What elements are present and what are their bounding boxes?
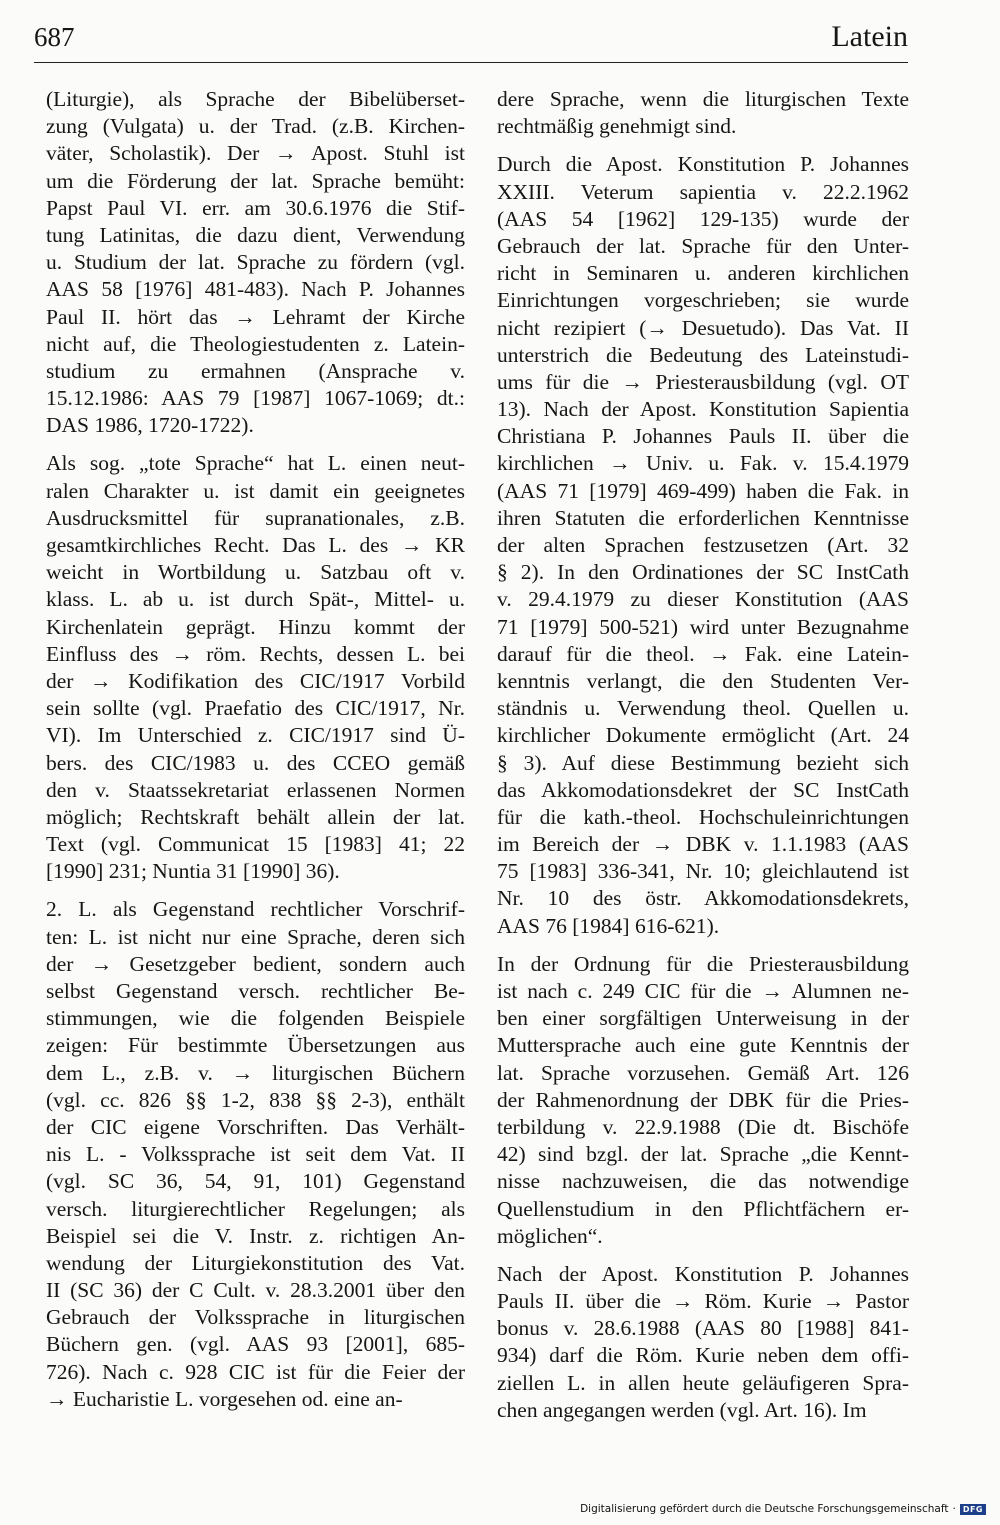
text-line: rechtmäßig genehmigt sind. (497, 114, 737, 139)
right-column (497, 86, 926, 1435)
running-title: Latein (831, 20, 908, 53)
text-line: Text (vgl. Communicat 15 [1983] 41; 22 (46, 832, 465, 857)
text-line: (vgl. SC 36, 54, 91, 101) Gegenstand (46, 1169, 465, 1194)
text-line: sein sollte (vgl. Praefatio des CIC/1917, Nr. (46, 696, 465, 721)
text-line: § 2). In den Ordinationes der SC InstCath (497, 560, 909, 585)
text-line: II (SC 36) der C Cult. v. 28.3.2001 über den (46, 1278, 465, 1303)
text-line: Gebrauch der Volkssprache in liturgischen (46, 1305, 465, 1330)
text-line: Büchern gen. (vgl. AAS 93 [2001], 685- (46, 1332, 465, 1357)
text-line: 934) darf die Röm. Kurie neben dem offi- (497, 1343, 909, 1368)
text-line: kirchlichen → Univ. u. Fak. v. 15.4.1979 (497, 451, 909, 476)
text-line: 13). Nach der Apost. Konstitution Sapientia (497, 397, 909, 422)
text-line: ziellen L. in allen heute geläufigeren Spra- (497, 1370, 909, 1395)
text-line: kenntnis verlangt, die den Studenten Ver- (497, 668, 909, 693)
text-line: XXIII. Veterum sapientia v. 22.2.1962 (497, 179, 909, 204)
text-line: richt in Seminaren u. anderen kirchlichen (497, 261, 909, 286)
text-line: nicht rezipiert (→ Desuetudo). Das Vat. II (497, 315, 909, 340)
text-line: ist nach c. 249 CIC für die → Alumnen ne- (497, 979, 909, 1003)
text-line: Quellenstudium in den Pflichtfächern er- (497, 1196, 909, 1221)
text-line: AAS 76 [1984] 616-621). (497, 913, 720, 938)
text-line: 726). Nach c. 928 CIC ist für die Feier der (46, 1359, 465, 1384)
text-line: selbst Gegenstand versch. rechtlicher Be- (46, 979, 465, 1003)
text-line: bonus v. 28.6.1988 (AAS 80 [1988] 841- (497, 1316, 909, 1341)
page-number: 687 (34, 22, 75, 52)
paragraph (46, 450, 475, 885)
text-line: tung Latinitas, die dazu dient, Verwendung (46, 222, 465, 247)
text-line: der Rahmenordnung der DBK für die Pries- (497, 1087, 909, 1112)
text-line: möglichen“. (497, 1223, 603, 1248)
text-line: stimmungen, wie die folgenden Beispiele (46, 1006, 465, 1031)
paragraph (497, 151, 926, 939)
paragraph (497, 1261, 926, 1424)
text-line: zung (Vulgata) u. der Trad. (z.B. Kirchen- (46, 114, 465, 139)
text-line: im Bereich der → DBK v. 1.1.1983 (AAS (497, 832, 909, 857)
text-line: wendung der Liturgiekonstitution des Vat. (46, 1250, 465, 1275)
text-line: zeigen: Für bestimmte Übersetzungen aus (46, 1033, 465, 1058)
text-line: Einrichtungen vorgeschrieben; sie wurde (497, 288, 909, 313)
text-line: den v. Staatssekretariat erlassenen Normen (46, 777, 465, 802)
text-line: 42) sind bzgl. der lat. Sprache „die Kennt- (497, 1142, 909, 1167)
text-line: klass. L. ab u. ist durch Spät-, Mittel- u. (46, 587, 465, 612)
text-line: ums für die → Priesterausbildung (vgl. OT (497, 369, 909, 394)
text-line: Kirchenlatein geprägt. Hinzu kommt der (46, 614, 465, 639)
text-line: ralen Charakter u. ist damit ein geeignetes (46, 478, 465, 503)
text-line: Nr. 10 des östr. Akkomodationsdekrets, (497, 886, 909, 911)
text-line: Paul II. hört das → Lehramt der Kirche (46, 304, 465, 329)
text-line: (vgl. cc. 826 §§ 1-2, 838 §§ 2-3), enthält (46, 1087, 465, 1112)
paragraph (497, 951, 926, 1250)
header-rule (34, 62, 908, 63)
dfg-logo: DFG (960, 1504, 986, 1515)
text-line: v. 29.4.1979 zu dieser Konstitution (AAS (497, 587, 909, 612)
text-line: der CIC eigene Vorschriften. Das Verhält- (46, 1114, 465, 1139)
text-line: (Liturgie), als Sprache der Bibelüberset- (46, 87, 465, 111)
text-line: § 3). Auf diese Bestimmung bezieht sich (497, 750, 909, 775)
text-line: [1990] 231; Nuntia 31 [1990] 36). (46, 859, 340, 884)
text-line: Als sog. „tote Sprache“ hat L. einen neut- (46, 451, 465, 476)
text-line: darauf für die theol. → Fak. eine Latein- (497, 641, 909, 666)
text-line: 75 [1983] 336-341, Nr. 10; gleichlautend ist (497, 859, 909, 884)
text-line: Nach der Apost. Konstitution P. Johannes (497, 1261, 909, 1286)
text-line: gesamtkirchliches Recht. Das L. des → KR (46, 533, 465, 557)
text-line: 2. L. als Gegenstand rechtlicher Vorschrif- (46, 897, 465, 922)
text-line: (AAS 54 [1962] 129-135) wurde der (497, 206, 909, 231)
text-line: (AAS 71 [1979] 469-499) haben die Fak. in (497, 478, 909, 503)
text-line: lat. Sprache vorzusehen. Gemäß Art. 126 (497, 1060, 909, 1085)
text-line: Ausdrucksmittel für supranationales, z.B. (46, 505, 465, 530)
text-line: ben einer sorgfältigen Unterweisung in der (497, 1006, 909, 1031)
text-line: chen angegangen werden (vgl. Art. 16). Im (497, 1397, 867, 1422)
text-line: Durch die Apost. Konstitution P. Johannes (497, 152, 909, 177)
text-line: dem L., z.B. v. → liturgischen Büchern (46, 1060, 465, 1085)
text-line: unterstrich die Bedeutung des Lateinstudi- (497, 342, 909, 367)
text-line: kirchlicher Dokumente ermöglicht (Art. 24 (497, 723, 909, 748)
text-line: Gebrauch der lat. Sprache für den Unter- (497, 233, 909, 258)
text-line: nicht auf, die Theologiestudenten z. Latein- (46, 331, 465, 356)
text-line: DAS 1986, 1720-1722). (46, 413, 254, 438)
text-line: Pauls II. über die → Röm. Kurie → Pastor (497, 1289, 909, 1314)
text-line: Beispiel sei die V. Instr. z. richtigen An- (46, 1223, 465, 1248)
text-line: der alten Sprachen festzusetzen (Art. 32 (497, 533, 909, 557)
text-line: In der Ordnung für die Priesterausbildung (497, 951, 909, 976)
text-line: um die Förderung der lat. Sprache bemüht: (46, 168, 465, 193)
text-line: nis L. - Volkssprache ist seit dem Vat. II (46, 1142, 465, 1167)
text-line: 71 [1979] 500-521) wird unter Bezugnahme (497, 614, 909, 639)
text-line: der → Gesetzgeber bedient, sondern auch (46, 951, 465, 976)
text-line: Papst Paul VI. err. am 30.6.1976 die Stif- (46, 195, 465, 220)
text-line: u. Studium der lat. Sprache zu fördern (vgl. (46, 250, 465, 275)
text-line: AAS 58 [1976] 481-483). Nach P. Johannes (46, 277, 465, 302)
text-line: für die kath.-theol. Hochschuleinrichtungen (497, 804, 909, 829)
text-line: Christiana P. Johannes Pauls II. über die (497, 424, 909, 449)
text-line: dere Sprache, wenn die liturgischen Texte (497, 87, 909, 111)
text-line: studium zu ermahnen (Ansprache v. (46, 358, 465, 383)
paragraph (46, 86, 475, 439)
footer-credit: Digitalisierung gefördert durch die Deutsche Forschungsgemeinschaft (580, 1503, 949, 1515)
text-line: ihren Statuten die erforderlichen Kenntnisse (497, 505, 909, 530)
text-line: versch. liturgierechtlicher Regelungen; als (46, 1196, 465, 1221)
paragraph (497, 86, 926, 140)
text-line: VI). Im Unterschied z. CIC/1917 sind Ü- (46, 723, 465, 748)
footer: Digitalisierung gefördert durch die Deutsche Forschungsgemeinschaft · DFG (580, 1503, 986, 1515)
paragraph (46, 896, 475, 1413)
text-line: → Eucharistie L. vorgesehen od. eine an- (46, 1386, 403, 1411)
text-line: möglich; Rechtskraft behält allein der lat. (46, 804, 465, 829)
text-line: der → Kodifikation des CIC/1917 Vorbild (46, 668, 465, 693)
text-line: Muttersprache auch eine gute Kenntnis der (497, 1033, 909, 1058)
text-line: nisse nachzuweisen, die das notwendige (497, 1169, 909, 1194)
text-line: das Akkomodationsdekret der SC InstCath (497, 777, 909, 802)
text-line: ten: L. ist nicht nur eine Sprache, deren sich (46, 924, 465, 949)
text-line: 15.12.1986: AAS 79 [1987] 1067-1069; dt.: (46, 386, 465, 411)
text-line: bers. des CIC/1983 u. des CCEO gemäß (46, 750, 465, 775)
text-line: väter, Scholastik). Der → Apost. Stuhl ist (46, 141, 465, 166)
text-line: weicht in Wortbildung u. Satzbau oft v. (46, 560, 465, 585)
text-line: ständnis u. Verwendung theol. Quellen u. (497, 696, 909, 721)
text-line: terbildung v. 22.9.1988 (Die dt. Bischöfe (497, 1114, 909, 1139)
text-line: Einfluss des → röm. Rechts, dessen L. bei (46, 641, 465, 666)
left-column (46, 86, 475, 1424)
